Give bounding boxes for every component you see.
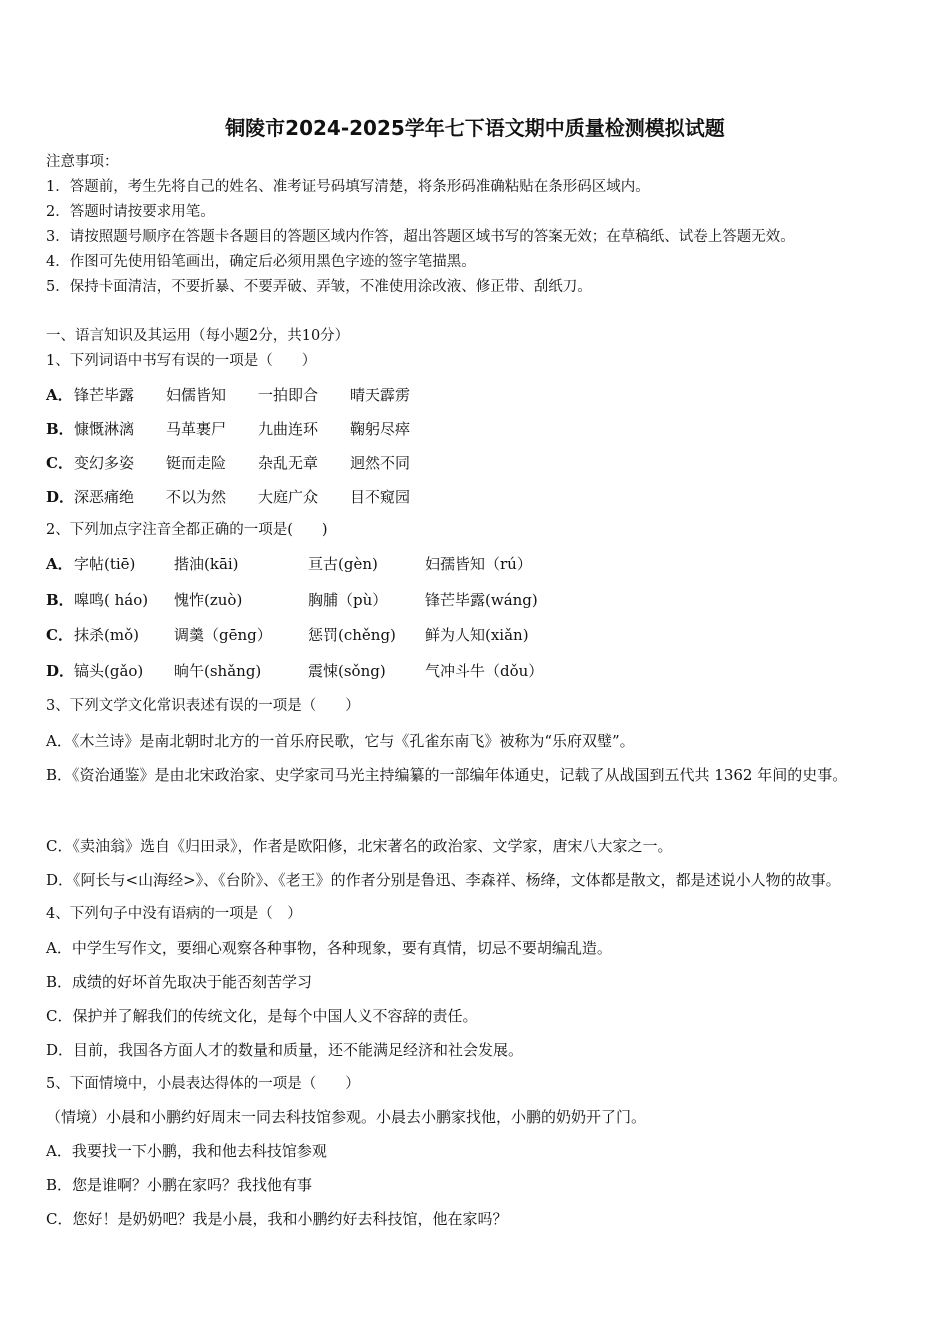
option-word: 鞠躬尽瘁 bbox=[350, 420, 411, 438]
option-text: C．《卖油翁》选自《归田录》，作者是欧阳修，北宋著名的政治家、文学家，唐宋八大家之一。 bbox=[46, 837, 673, 855]
option-word: 妇孺皆知（rú） bbox=[425, 555, 532, 573]
question-context: （情境）小晨和小鹏约好周末一同去科技馆参观。小晨去小鹏家找他，小鹏的奶奶开了门。 bbox=[46, 1108, 647, 1126]
option-word: 不以为然 bbox=[166, 488, 227, 506]
section-heading: 一、语言知识及其运用（每小题2分，共10分） bbox=[46, 328, 350, 344]
option-word: 镐头(gǎo) bbox=[74, 662, 144, 680]
option-word: 变幻多姿 bbox=[74, 454, 135, 472]
option-text: C．保护并了解我们的传统文化，是每个中国人义不容辞的责任。 bbox=[46, 1007, 478, 1025]
option-word: 大庭广众 bbox=[258, 488, 319, 506]
option-row bbox=[46, 452, 442, 473]
option-word: 调羹（gēng） bbox=[174, 626, 272, 644]
option-word: 迥然不同 bbox=[350, 454, 411, 472]
notice-item: 5．保持卡面清洁，不要折暴、不要弄破、弄皱，不准使用涂改液、修正带、刮纸刀。 bbox=[46, 279, 592, 295]
option-word: 抹杀(mǒ) bbox=[74, 626, 139, 644]
option-word: 妇儒皆知 bbox=[166, 386, 227, 404]
notice-item: 1．答题前，考生先将自己的姓名、准考证号码填写清楚，将条形码准确粘贴在条形码区域内。 bbox=[46, 179, 650, 195]
option-row bbox=[46, 553, 532, 574]
option-word: 愧怍(zuò) bbox=[174, 591, 243, 609]
option-text: B．《资治通鉴》是由北宋政治家、史学家司马光主持编纂的一部编年体通史，记载了从战国到五代共 1362 年间的史事。 bbox=[46, 766, 848, 784]
option-word: 锋芒毕露 bbox=[74, 386, 135, 404]
option-row bbox=[46, 624, 529, 645]
option-text: A．我要找一下小鹏，我和他去科技馆参观 bbox=[46, 1142, 327, 1160]
option-label: D． bbox=[46, 662, 75, 680]
option-word: 晌午(shǎng) bbox=[174, 662, 262, 680]
option-text: B．您是谁啊？小鹏在家吗？我找他有事 bbox=[46, 1176, 313, 1194]
option-word: 震悚(sǒng) bbox=[308, 662, 386, 680]
option-row bbox=[46, 418, 442, 439]
option-text: D．目前，我国各方面人才的数量和质量，还不能满足经济和社会发展。 bbox=[46, 1041, 524, 1059]
option-label: B． bbox=[46, 591, 74, 609]
option-word: 揩油(kāi) bbox=[174, 555, 239, 573]
page-title: 铜陵市2024-2025学年七下语文期中质量检测模拟试题 bbox=[225, 116, 725, 140]
option-word: 字帖(tiē) bbox=[74, 555, 136, 573]
notice-heading: 注意事项： bbox=[46, 154, 119, 170]
option-word: 鲜为人知(xiǎn) bbox=[425, 626, 529, 644]
option-word: 杂乱无章 bbox=[258, 454, 319, 472]
notice-item: 3．请按照题号顺序在答题卡各题目的答题区域内作答，超出答题区域书写的答案无效；在草稿纸、试卷上答题无效。 bbox=[46, 229, 795, 245]
option-row bbox=[46, 660, 543, 681]
option-word: 锋芒毕露(wáng) bbox=[425, 591, 538, 609]
option-word: 气冲斗牛（dǒu） bbox=[425, 662, 544, 680]
notice-item: 4．作图可先使用铅笔画出，确定后必须用黑色字迹的签字笔描黑。 bbox=[46, 254, 476, 270]
question-stem: 1、下列词语中书写有误的一项是（ ） bbox=[46, 353, 317, 369]
option-label: C． bbox=[46, 454, 73, 472]
option-text: D．《阿长与<山海经>》、《台阶》、《老王》的作者分别是鲁迅、李森祥、杨绛，文体都是散文，都是述说小人物的故事。 bbox=[46, 871, 841, 889]
question-stem: 2、下列加点字注音全都正确的一项是( ) bbox=[46, 522, 328, 538]
option-label: C． bbox=[46, 626, 73, 644]
option-word: 慷慨淋漓 bbox=[74, 420, 135, 438]
option-row bbox=[46, 589, 538, 610]
option-label: A． bbox=[46, 386, 73, 404]
option-row bbox=[46, 486, 442, 507]
option-word: 嗥鸣( háo) bbox=[74, 591, 149, 609]
option-word: 目不窥园 bbox=[350, 488, 411, 506]
question-stem: 3、下列文学文化常识表述有误的一项是（ ） bbox=[46, 698, 360, 714]
notice-item: 2．答题时请按要求用笔。 bbox=[46, 204, 215, 220]
option-label: B． bbox=[46, 420, 74, 438]
option-word: 晴天霹雳 bbox=[350, 386, 411, 404]
option-word: 九曲连环 bbox=[258, 420, 319, 438]
option-text: A．《木兰诗》是南北朝时北方的一首乐府民歌，它与《孔雀东南飞》被称为“乐府双璧”。 bbox=[46, 732, 635, 750]
question-stem: 4、下列句子中没有语病的一项是（ ） bbox=[46, 906, 302, 922]
option-word: 惩罚(chěng) bbox=[308, 626, 396, 644]
option-label: A． bbox=[46, 555, 73, 573]
option-word: 胸脯（pù） bbox=[308, 591, 388, 609]
option-text: A．中学生写作文，要细心观察各种事物，各种现象，要有真情，切忌不要胡编乱造。 bbox=[46, 939, 612, 957]
option-text: C．您好！是奶奶吧？我是小晨，我和小鹏约好去科技馆，他在家吗？ bbox=[46, 1210, 508, 1228]
option-label: D． bbox=[46, 488, 75, 506]
option-word: 马革裹尸 bbox=[166, 420, 227, 438]
option-word: 深恶痛绝 bbox=[74, 488, 135, 506]
option-word: 铤而走险 bbox=[166, 454, 227, 472]
option-text: B．成绩的好坏首先取决于能否刻苦学习 bbox=[46, 973, 313, 991]
option-word: 一拍即合 bbox=[258, 386, 319, 404]
option-word: 亘古(gèn) bbox=[308, 555, 378, 573]
question-stem: 5、下面情境中，小晨表达得体的一项是（ ） bbox=[46, 1076, 360, 1092]
option-row bbox=[46, 384, 442, 405]
